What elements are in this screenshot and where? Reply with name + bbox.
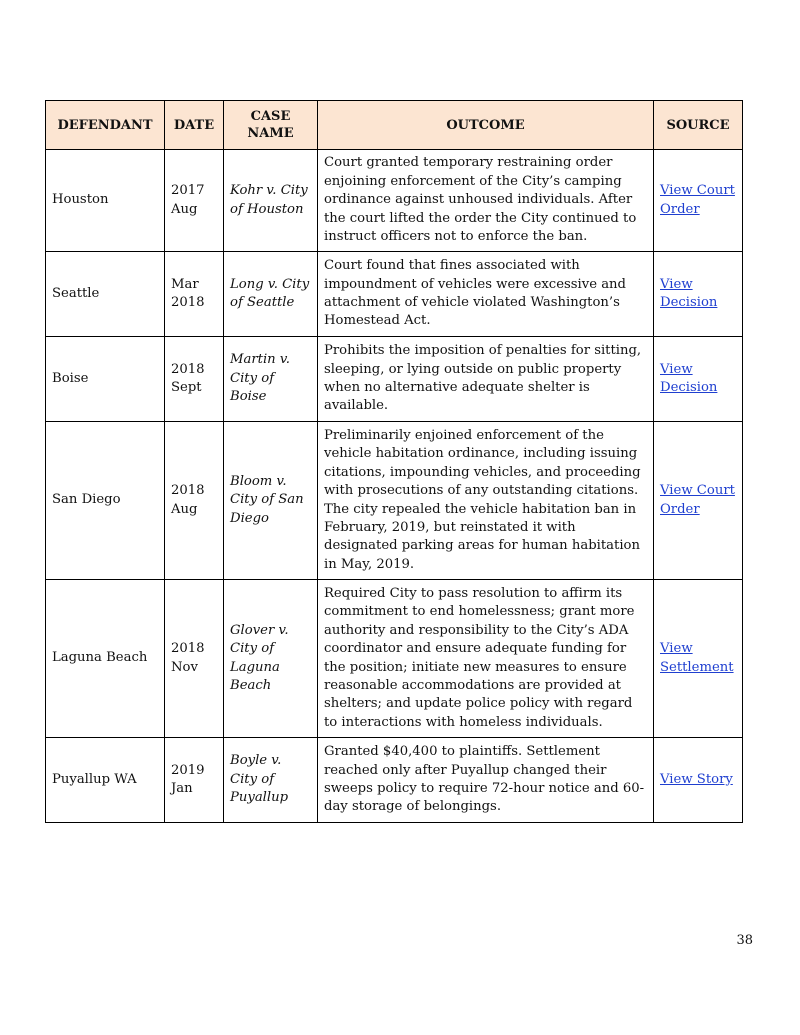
header-case-name: CASE NAME: [224, 101, 318, 150]
case-name-cell: Martin v. City of Boise: [224, 337, 318, 422]
source-link[interactable]: View Decision: [660, 361, 718, 395]
header-outcome: OUTCOME: [318, 101, 654, 150]
source-cell: [654, 580, 743, 738]
table-row: [46, 252, 743, 337]
header-source: SOURCE: [654, 101, 743, 150]
header-defendant: DEFENDANT: [46, 101, 165, 150]
source-cell: [654, 337, 743, 422]
date-cell: 2017 Aug: [165, 150, 224, 252]
outcome-cell: Required City to pass resolution to affirm its commitment to end homelessness; grant more authority and responsibility to the City’s ADA coordinator and ensure adequate funding for the position; initiate new measures to ensure reasonable accommodations are provided at shelters; and update police policy with regard to interactions with homeless individuals.: [318, 580, 654, 738]
outcome-cell: Court found that fines associated with impoundment of vehicles were excessive and attachment of vehicle violated Washington’s Homestead Act.: [318, 252, 654, 337]
source-link[interactable]: View Story: [660, 771, 733, 787]
page-number: 38: [736, 933, 753, 948]
table-header: [46, 101, 743, 150]
date-cell: 2019 Jan: [165, 738, 224, 823]
source-cell: [654, 150, 743, 252]
cases-table: [45, 100, 743, 823]
outcome-cell: Prohibits the imposition of penalties for sitting, sleeping, or lying outside on public property when no alternative adequate shelter is available.: [318, 337, 654, 422]
table-body: [46, 150, 743, 823]
source-link[interactable]: View Settlement: [660, 641, 734, 675]
case-name-cell: Glover v. City of Laguna Beach: [224, 580, 318, 738]
table-row: [46, 738, 743, 823]
date-cell: 2018 Sept: [165, 337, 224, 422]
header-date: DATE: [165, 101, 224, 150]
source-cell: [654, 738, 743, 823]
date-cell: Mar 2018: [165, 252, 224, 337]
table-row: [46, 422, 743, 580]
source-cell: [654, 252, 743, 337]
case-name-cell: Bloom v. City of San Diego: [224, 422, 318, 580]
defendant-cell: Seattle: [46, 252, 165, 337]
date-cell: 2018 Aug: [165, 422, 224, 580]
source-link[interactable]: View Court Order: [660, 183, 735, 217]
case-name-cell: Boyle v. City of Puyallup: [224, 738, 318, 823]
case-name-cell: Long v. City of Seattle: [224, 252, 318, 337]
source-link[interactable]: View Court Order: [660, 483, 735, 517]
defendant-cell: San Diego: [46, 422, 165, 580]
date-cell: 2018 Nov: [165, 580, 224, 738]
table-row: [46, 150, 743, 252]
defendant-cell: Boise: [46, 337, 165, 422]
table-row: [46, 580, 743, 738]
source-cell: [654, 422, 743, 580]
defendant-cell: Puyallup WA: [46, 738, 165, 823]
source-link[interactable]: View Decision: [660, 276, 718, 310]
table-row: [46, 337, 743, 422]
outcome-cell: Court granted temporary restraining order enjoining enforcement of the City’s camping ordinance against unhoused individuals. After the court lifted the order the City continued to instruct officers not to enforce the ban.: [318, 150, 654, 252]
outcome-cell: Granted $40,400 to plaintiffs. Settlement reached only after Puyallup changed their sweeps policy to require 72-hour notice and 60-day storage of belongings.: [318, 738, 654, 823]
defendant-cell: Houston: [46, 150, 165, 252]
case-name-cell: Kohr v. City of Houston: [224, 150, 318, 252]
defendant-cell: Laguna Beach: [46, 580, 165, 738]
outcome-cell: Preliminarily enjoined enforcement of the vehicle habitation ordinance, including issuing citations, impounding vehicles, and proceeding with prosecutions of any outstanding citations. The city repealed the vehicle habitation ban in February, 2019, but reinstated it with designated parking areas for human habitation in May, 2019.: [318, 422, 654, 580]
header-row: [46, 101, 743, 150]
